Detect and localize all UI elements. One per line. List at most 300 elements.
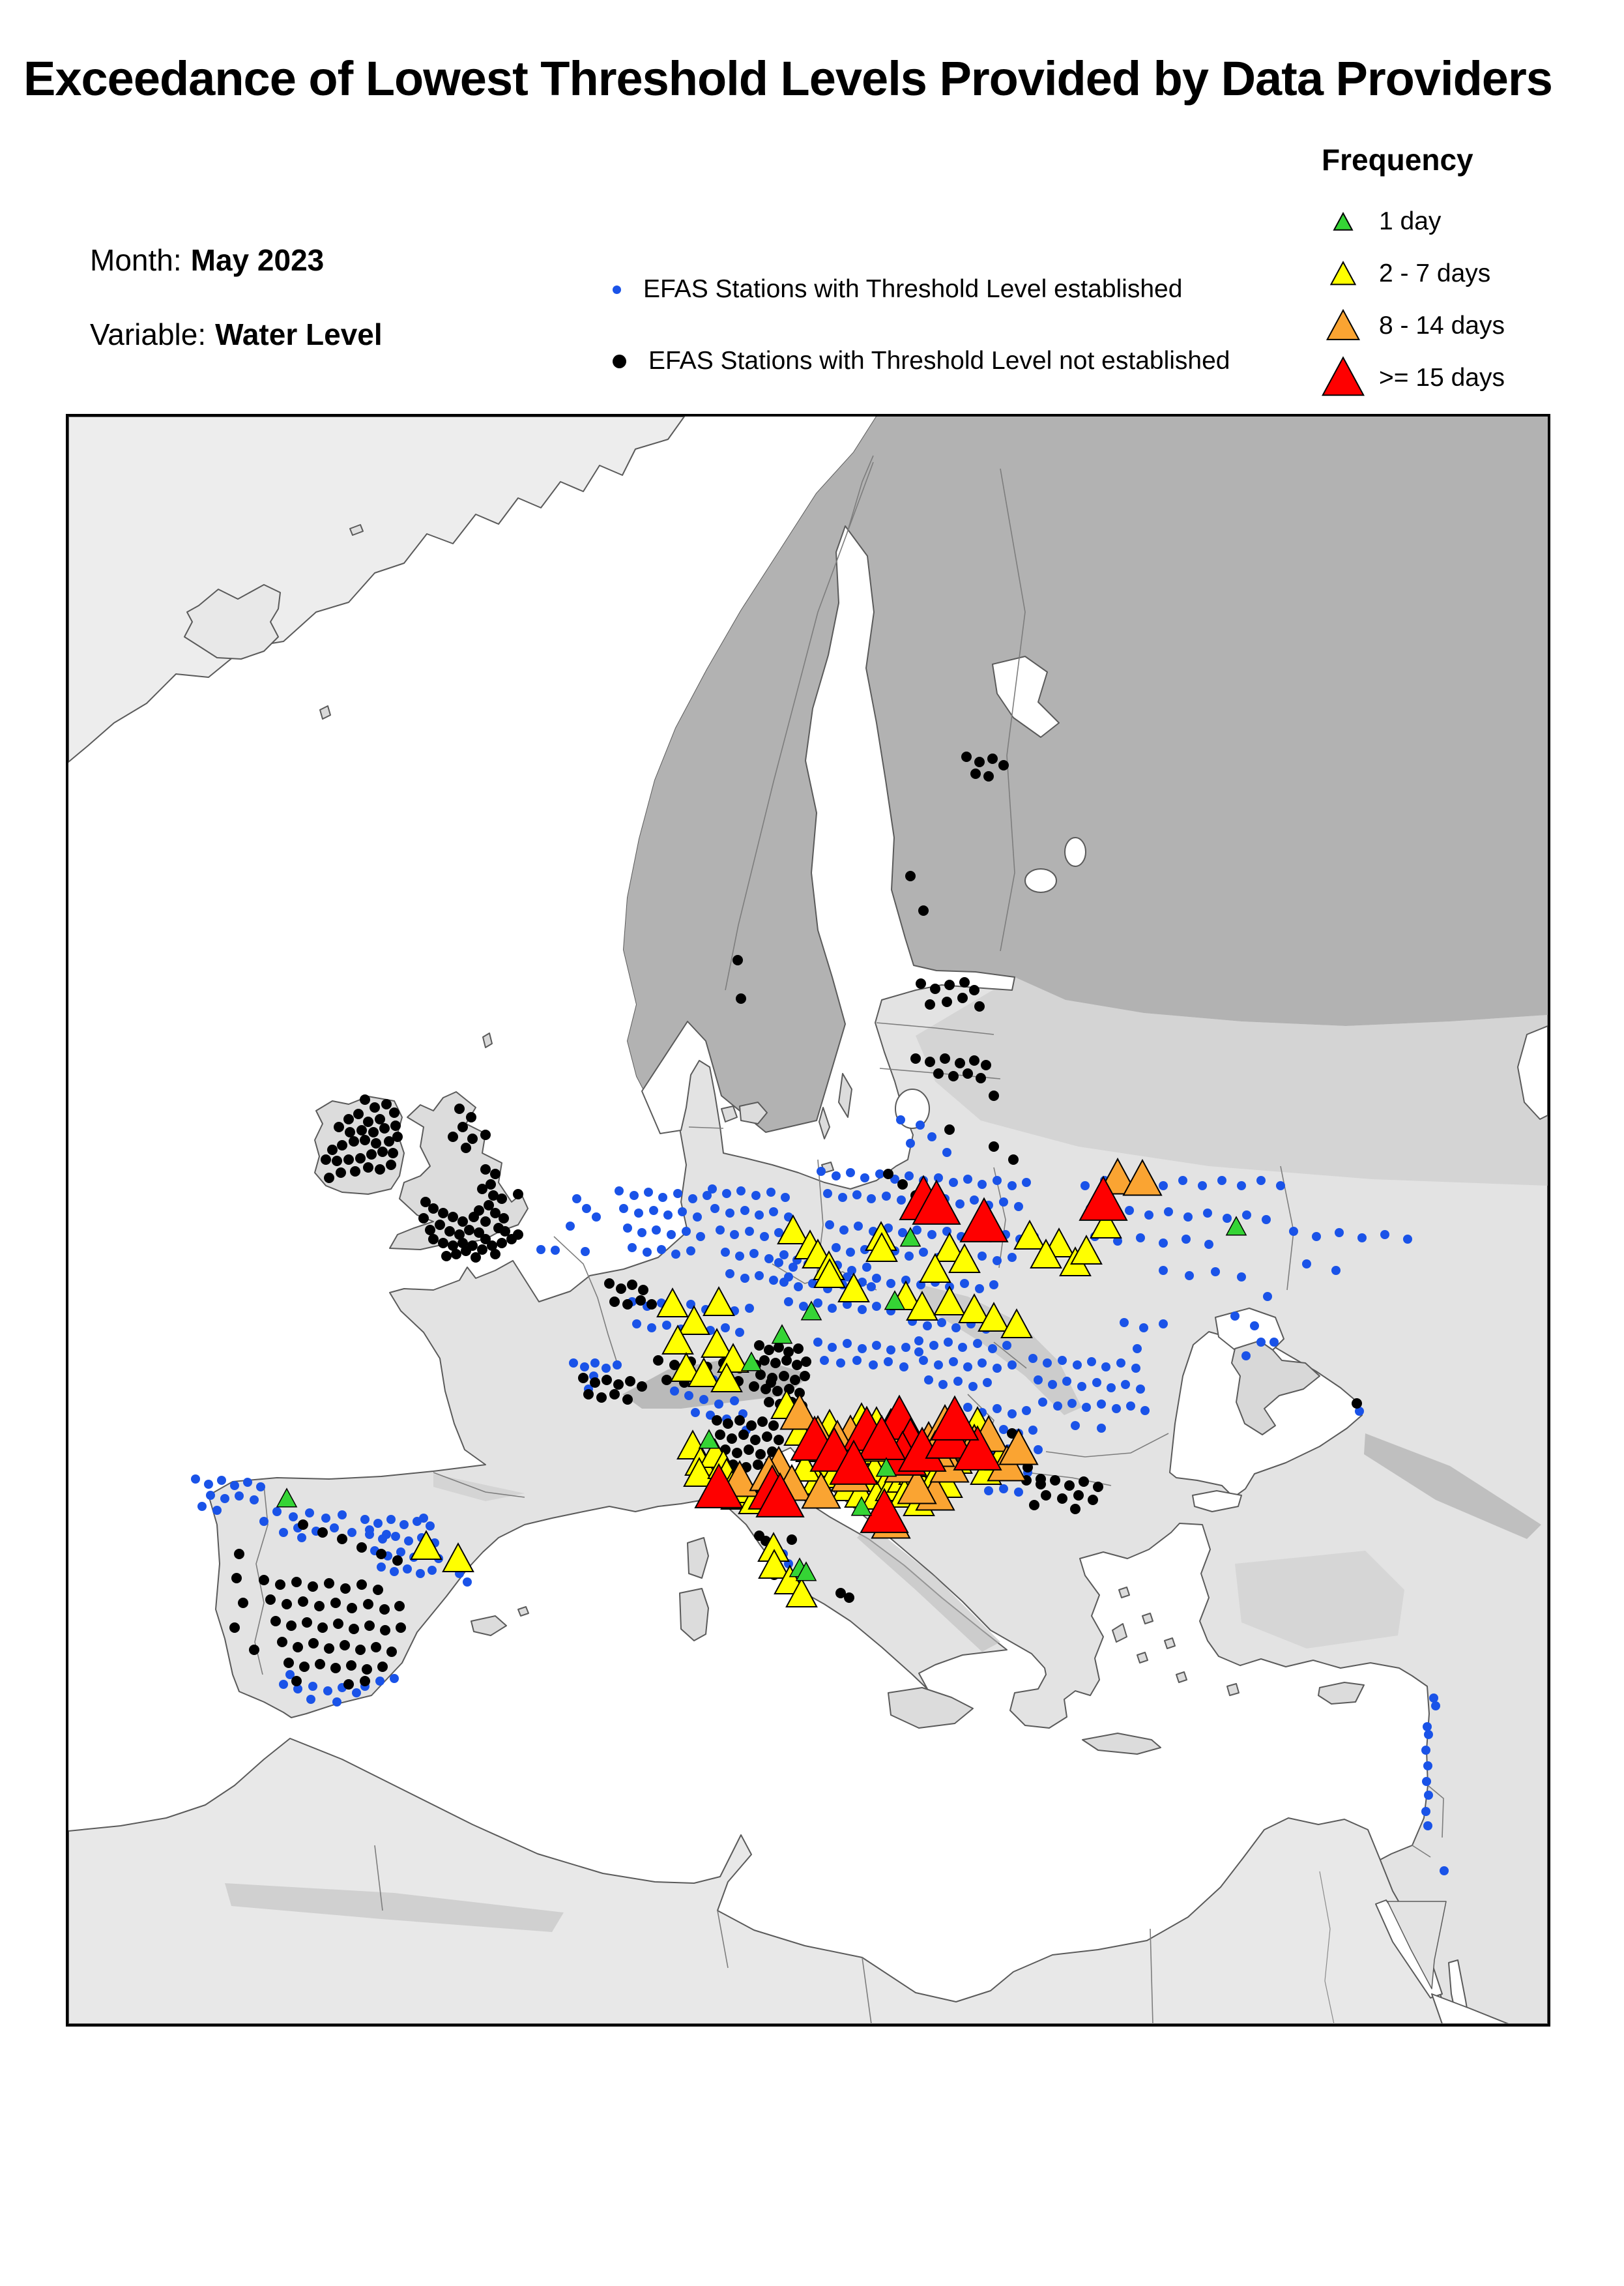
station-dot-established: [914, 1336, 923, 1345]
station-dot-established: [993, 1364, 1002, 1373]
station-dot-not-established: [466, 1112, 476, 1122]
station-dot-established: [230, 1481, 239, 1490]
station-dot-not-established: [974, 1001, 985, 1012]
station-dot-established: [1211, 1267, 1220, 1276]
station-dot-established: [365, 1530, 374, 1539]
station-dot-not-established: [1352, 1398, 1362, 1409]
station-dot-not-established: [754, 1340, 764, 1351]
station-dot-established: [671, 1250, 680, 1259]
station-dot-established: [916, 1121, 925, 1130]
frequency-row-8-14days: [1307, 300, 1614, 352]
station-dot-not-established: [661, 1375, 672, 1385]
station-dot-not-established: [376, 1549, 386, 1559]
station-dot-not-established: [793, 1343, 804, 1354]
station-dot-not-established: [425, 1225, 435, 1235]
station-dot-established: [623, 1224, 632, 1233]
station-dot-established: [377, 1562, 386, 1572]
station-dot-established: [886, 1279, 895, 1288]
station-dot-established: [1136, 1233, 1145, 1242]
station-dot-not-established: [249, 1645, 259, 1655]
station-dot-not-established: [513, 1189, 523, 1199]
station-dot-established: [784, 1297, 793, 1306]
station-dot-not-established: [345, 1127, 355, 1137]
station-dot-not-established: [340, 1583, 351, 1594]
legend-label-not-established: EFAS Stations with Threshold Level not established: [648, 347, 1230, 375]
station-dot-established: [852, 1190, 862, 1199]
station-dot-not-established: [627, 1280, 637, 1290]
station-dot-not-established: [910, 1053, 921, 1064]
station-dot-established: [751, 1191, 761, 1200]
station-dot-not-established: [762, 1431, 772, 1442]
station-dot-not-established: [291, 1676, 302, 1686]
station-dot-established: [914, 1347, 923, 1356]
station-dot-not-established: [448, 1212, 458, 1222]
station-dot-not-established: [356, 1542, 367, 1553]
station-dot-established: [297, 1533, 306, 1542]
station-dot-established: [978, 1180, 987, 1189]
station-dot-established: [580, 1362, 589, 1371]
station-dot-established: [1080, 1181, 1090, 1190]
station-dot-established: [984, 1486, 993, 1495]
station-dot-not-established: [637, 1381, 647, 1392]
station-dot-established: [613, 1360, 622, 1370]
station-dot-established: [919, 1248, 928, 1257]
station-dot-not-established: [298, 1596, 308, 1607]
station-dot-not-established: [448, 1132, 458, 1142]
station-dot-not-established: [948, 1071, 959, 1081]
station-dot-established: [1136, 1385, 1145, 1394]
station-dot-not-established: [770, 1358, 781, 1368]
station-dot-established: [825, 1220, 834, 1229]
station-dot-established: [725, 1209, 734, 1218]
station-dot-established: [250, 1495, 259, 1504]
station-dot-not-established: [349, 1624, 359, 1634]
station-dot-not-established: [970, 769, 981, 779]
station-dot-established: [934, 1173, 943, 1182]
station-dot-established: [1159, 1181, 1168, 1190]
station-dot-not-established: [438, 1208, 448, 1218]
station-dot-established: [927, 1230, 936, 1239]
station-dot-established: [749, 1249, 759, 1258]
station-dot-established: [993, 1256, 1002, 1265]
station-dot-not-established: [394, 1601, 405, 1611]
station-dot-established: [846, 1168, 855, 1177]
station-dot-not-established: [732, 955, 743, 965]
station-dot-established: [721, 1248, 730, 1257]
station-dot-not-established: [759, 1355, 770, 1366]
station-dot-not-established: [989, 1091, 999, 1101]
station-dot-not-established: [781, 1355, 792, 1366]
station-dot-not-established: [1008, 1154, 1019, 1165]
station-dot-established: [1242, 1210, 1251, 1220]
station-dot-not-established: [1036, 1474, 1046, 1484]
station-dot-not-established: [944, 980, 955, 990]
station-dot-established: [1423, 1821, 1432, 1830]
station-dot-established: [1097, 1399, 1106, 1409]
frequency-label-1day: 1 day: [1379, 207, 1442, 235]
station-dot-not-established: [604, 1278, 615, 1289]
station-dot-established: [1120, 1318, 1129, 1327]
station-dot-established: [212, 1506, 222, 1515]
station-dot-established: [963, 1362, 972, 1371]
station-dot-established: [973, 1339, 982, 1348]
station-dot-not-established: [298, 1519, 308, 1530]
station-dot-established: [204, 1480, 213, 1489]
station-dot-not-established: [635, 1295, 646, 1306]
station-dot-established: [360, 1515, 370, 1524]
station-dot-established: [794, 1282, 803, 1291]
station-dot-established: [901, 1343, 910, 1352]
station-dot-established: [572, 1194, 581, 1203]
station-dot-established: [1159, 1238, 1168, 1248]
station-dot-not-established: [983, 771, 994, 782]
station-dot-established: [658, 1193, 667, 1202]
station-dot-established: [220, 1494, 229, 1503]
station-dot-established: [1357, 1233, 1367, 1242]
station-dot-established: [1008, 1409, 1017, 1418]
station-dot-established: [993, 1404, 1002, 1413]
station-dot-not-established: [324, 1578, 334, 1589]
station-dot-not-established: [360, 1676, 370, 1686]
station-dot-not-established: [291, 1577, 302, 1587]
station-dot-established: [1043, 1358, 1052, 1368]
station-dot-established: [419, 1514, 428, 1523]
station-dot-established: [1256, 1338, 1266, 1347]
station-dot-established: [1421, 1807, 1430, 1816]
station-dot-not-established: [940, 1053, 950, 1064]
station-dot-not-established: [734, 1415, 745, 1426]
station-dot-not-established: [625, 1376, 635, 1386]
station-dot-not-established: [396, 1622, 406, 1633]
station-dot-not-established: [613, 1379, 624, 1390]
station-dot-established: [774, 1258, 783, 1267]
station-dot-not-established: [315, 1659, 325, 1669]
station-dot-established: [1131, 1364, 1140, 1373]
station-dot-not-established: [925, 1057, 935, 1067]
station-dot-not-established: [1057, 1493, 1067, 1504]
station-dot-not-established: [330, 1663, 341, 1673]
station-dot-not-established: [715, 1429, 725, 1440]
station-dot-not-established: [790, 1375, 800, 1385]
red-triangle-icon: [1307, 355, 1379, 402]
station-dot-established: [989, 1280, 998, 1289]
station-dot-established: [259, 1517, 268, 1526]
station-dot-established: [942, 1148, 951, 1157]
station-dot-established: [1217, 1176, 1226, 1185]
station-dot-established: [1133, 1344, 1142, 1353]
station-dot-not-established: [333, 1619, 343, 1629]
station-dot-established: [1237, 1181, 1246, 1190]
station-dot-established: [1230, 1312, 1240, 1321]
station-dot-established: [404, 1536, 413, 1546]
station-dot-not-established: [317, 1622, 328, 1633]
station-dot-not-established: [435, 1220, 445, 1230]
station-dot-established: [735, 1252, 744, 1261]
station-dot-not-established: [497, 1238, 507, 1248]
legend-row-established: [613, 266, 1230, 313]
station-dot-established: [927, 1132, 936, 1141]
station-dot-not-established: [308, 1581, 318, 1592]
station-dot-not-established: [380, 1625, 390, 1635]
station-dot-established: [1182, 1235, 1191, 1244]
station-dot-not-established: [363, 1599, 373, 1609]
blue-station-dot-icon: [613, 286, 621, 294]
station-dot-not-established: [1064, 1480, 1075, 1491]
station-dot-not-established: [477, 1184, 487, 1194]
station-dot-established: [279, 1528, 288, 1537]
station-dot-not-established: [976, 1073, 986, 1083]
station-dot-established: [884, 1357, 893, 1366]
station-dot-not-established: [388, 1148, 398, 1158]
station-dot-not-established: [347, 1603, 357, 1613]
station-dot-established: [1071, 1421, 1080, 1430]
station-dot-not-established: [461, 1246, 471, 1256]
station-dot-not-established: [302, 1617, 312, 1628]
station-dot-not-established: [578, 1373, 588, 1383]
station-dot-not-established: [364, 1620, 375, 1631]
station-dot-not-established: [844, 1592, 854, 1603]
station-dot-established: [955, 1199, 964, 1209]
station-dot-not-established: [767, 1373, 777, 1383]
station-dot-not-established: [761, 1384, 771, 1394]
station-dot-not-established: [343, 1679, 354, 1690]
station-dot-not-established: [764, 1345, 774, 1355]
station-dot-not-established: [441, 1251, 452, 1261]
station-dot-established: [416, 1569, 425, 1578]
station-dot-established: [1014, 1202, 1023, 1211]
station-dot-established: [1429, 1693, 1438, 1703]
station-dot-established: [1423, 1761, 1432, 1770]
station-dot-not-established: [457, 1122, 468, 1132]
station-dot-established: [906, 1139, 915, 1148]
frequency-label-2-7days: 2 - 7 days: [1379, 259, 1491, 287]
station-dot-not-established: [897, 1179, 908, 1190]
station-dot-established: [708, 1184, 717, 1194]
station-dot-not-established: [646, 1299, 657, 1310]
station-dot-not-established: [381, 1099, 392, 1109]
station-dot-established: [953, 1377, 963, 1386]
station-dot-established: [330, 1523, 339, 1532]
station-dot-not-established: [438, 1238, 448, 1248]
station-dot-not-established: [750, 1435, 761, 1445]
station-dot-established: [667, 1230, 676, 1239]
station-dot-established: [657, 1245, 666, 1254]
station-dot-not-established: [379, 1604, 390, 1615]
station-dot-established: [663, 1210, 673, 1220]
station-dot-not-established: [299, 1662, 310, 1672]
station-dot-established: [745, 1227, 754, 1236]
station-dot-not-established: [905, 871, 916, 881]
station-dot-established: [426, 1521, 435, 1531]
station-dot-not-established: [969, 1055, 979, 1066]
station-dot-established: [386, 1515, 396, 1524]
station-dot-established: [306, 1695, 315, 1704]
station-dot-established: [1241, 1351, 1251, 1360]
station-dot-established: [975, 1284, 984, 1293]
station-dot-established: [693, 1212, 702, 1222]
station-dot-not-established: [723, 1418, 733, 1429]
station-dot-established: [872, 1341, 881, 1350]
station-dot-established: [934, 1360, 943, 1370]
station-dot-established: [740, 1206, 749, 1215]
station-dot-established: [1183, 1212, 1193, 1222]
station-dot-established: [722, 1189, 731, 1198]
station-dot-not-established: [638, 1285, 648, 1295]
variable-row: [90, 317, 383, 352]
station-dot-established: [886, 1345, 895, 1355]
station-dot-not-established: [343, 1114, 354, 1124]
station-dot-established: [688, 1194, 697, 1203]
station-dot-established: [569, 1358, 578, 1368]
station-dot-not-established: [916, 978, 926, 989]
station-dot-established: [235, 1491, 244, 1501]
station-dot-not-established: [609, 1389, 620, 1399]
station-dot-established: [378, 1534, 387, 1544]
station-dot-established: [978, 1358, 987, 1368]
station-dot-not-established: [317, 1527, 328, 1538]
station-dot-not-established: [757, 1416, 768, 1427]
station-dot-not-established: [792, 1360, 802, 1370]
station-dot-not-established: [772, 1386, 783, 1396]
station-dot-established: [428, 1566, 437, 1575]
station-dot-established: [321, 1514, 330, 1523]
station-dot-established: [781, 1193, 790, 1202]
station-dot-not-established: [918, 905, 929, 916]
station-dot-not-established: [513, 1229, 523, 1240]
station-dot-not-established: [337, 1140, 347, 1150]
station-dot-established: [536, 1245, 545, 1254]
station-dot-established: [721, 1323, 730, 1332]
station-dot-established: [592, 1212, 601, 1222]
station-dot-established: [978, 1252, 987, 1261]
station-dot-not-established: [355, 1645, 366, 1655]
station-dot-established: [988, 1344, 997, 1353]
station-dot-established: [1302, 1259, 1311, 1268]
station-dot-not-established: [371, 1138, 381, 1149]
station-dot-established: [279, 1680, 288, 1689]
station-dot-established: [823, 1189, 832, 1198]
station-dot-established: [730, 1230, 739, 1239]
station-dot-established: [1198, 1181, 1207, 1190]
station-dot-established: [1262, 1215, 1271, 1224]
station-dot-established: [1062, 1377, 1071, 1386]
station-dot-established: [725, 1269, 734, 1278]
station-dot-established: [951, 1323, 961, 1332]
station-dot-established: [854, 1222, 863, 1231]
station-dot-established: [582, 1204, 591, 1213]
station-dot-established: [968, 1382, 978, 1391]
station-dot-established: [1022, 1178, 1031, 1187]
station-dot-established: [1423, 1722, 1432, 1731]
station-dot-established: [820, 1356, 829, 1365]
station-dot-not-established: [386, 1160, 396, 1170]
station-dot-established: [983, 1378, 992, 1387]
station-dot-established: [860, 1173, 869, 1182]
station-dot-not-established: [480, 1130, 491, 1140]
station-dot-not-established: [392, 1555, 403, 1566]
station-dot-established: [755, 1271, 764, 1280]
station-dot-established: [779, 1250, 789, 1259]
station-dot-established: [867, 1194, 876, 1203]
station-dot-not-established: [602, 1375, 612, 1385]
station-dot-not-established: [377, 1147, 388, 1157]
station-dot-not-established: [428, 1203, 439, 1214]
station-dot-established: [375, 1677, 384, 1686]
station-dot-not-established: [231, 1573, 242, 1583]
station-dot-not-established: [350, 1166, 360, 1177]
station-dot-established: [1256, 1176, 1266, 1185]
station-dot-established: [813, 1298, 822, 1308]
month-value: May 2023: [190, 243, 325, 277]
station-dot-established: [1331, 1266, 1341, 1275]
station-dot-established: [637, 1228, 646, 1237]
station-dot-not-established: [500, 1226, 510, 1237]
station-dot-not-established: [653, 1355, 663, 1366]
station-dot-not-established: [330, 1598, 341, 1608]
station-dot-established: [1421, 1746, 1430, 1755]
station-dot-established: [691, 1408, 700, 1417]
station-dot-established: [1058, 1356, 1067, 1365]
station-dot-established: [869, 1360, 878, 1370]
station-dot-not-established: [596, 1392, 607, 1403]
station-dot-established: [347, 1528, 356, 1537]
station-dot-not-established: [801, 1356, 811, 1367]
month-label: Month:: [90, 243, 182, 277]
station-dot-established: [766, 1188, 776, 1197]
station-dot-established: [1424, 1791, 1433, 1800]
station-dot-not-established: [1070, 1504, 1080, 1514]
station-dot-established: [1312, 1232, 1321, 1241]
station-dot-established: [1403, 1235, 1412, 1244]
station-dot-established: [769, 1276, 778, 1285]
station-dot-established: [662, 1321, 671, 1330]
station-dot-established: [390, 1567, 399, 1576]
station-dot-established: [1335, 1228, 1344, 1237]
station-dot-not-established: [324, 1173, 334, 1183]
station-dot-established: [755, 1210, 764, 1220]
station-dot-established: [1380, 1230, 1389, 1239]
station-dot-established: [696, 1232, 705, 1241]
station-dot-established: [838, 1193, 847, 1202]
station-dot-established: [937, 1318, 946, 1327]
station-dot-established: [1034, 1445, 1043, 1454]
station-dot-established: [308, 1682, 317, 1691]
station-dot-not-established: [1041, 1490, 1051, 1501]
station-dot-not-established: [349, 1136, 359, 1147]
station-dot-established: [1112, 1404, 1121, 1413]
station-dot-established: [652, 1225, 661, 1235]
station-dot-established: [828, 1304, 837, 1313]
station-dot-established: [390, 1674, 399, 1683]
station-dot-established: [391, 1532, 400, 1541]
station-dot-not-established: [336, 1167, 346, 1178]
station-dot-established: [1159, 1266, 1168, 1275]
station-dot-established: [817, 1167, 826, 1176]
station-dot-not-established: [933, 1068, 944, 1079]
frequency-row-2-7days: [1307, 248, 1614, 300]
station-dot-not-established: [286, 1620, 297, 1631]
station-dot-established: [1087, 1357, 1096, 1366]
station-dot-established: [1092, 1378, 1101, 1387]
station-dot-not-established: [609, 1297, 620, 1307]
station-dot-established: [1140, 1406, 1150, 1415]
station-dot-not-established: [353, 1109, 364, 1119]
station-dot-not-established: [974, 757, 985, 767]
station-dot-established: [1144, 1210, 1153, 1220]
page-title: Exceedance of Lowest Threshold Levels Provided by Data Providers: [23, 51, 1552, 106]
station-dot-not-established: [334, 1122, 344, 1132]
station-dot-established: [305, 1508, 314, 1517]
